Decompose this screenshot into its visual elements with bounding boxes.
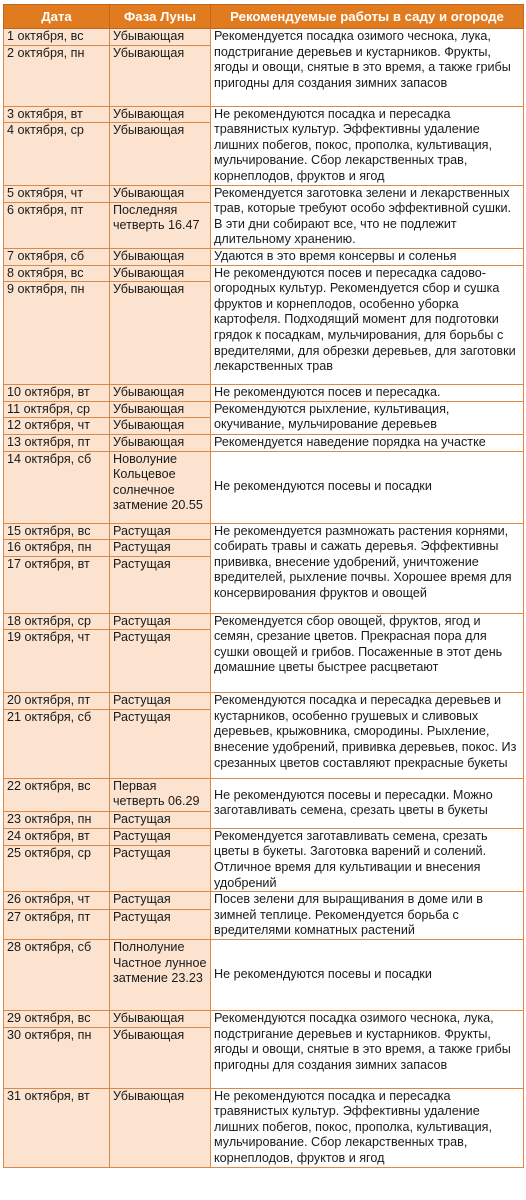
moon-phase-cell: Убывающая — [110, 434, 211, 451]
table-row — [4, 29, 524, 46]
table-row — [4, 1011, 524, 1028]
date-cell: 21 октября, сб — [4, 709, 110, 778]
date-cell: 16 октября, пн — [4, 540, 110, 557]
recommended-work-cell: Не рекомендуются посев и пересадка. — [211, 385, 524, 402]
moon-phase-cell: Убывающая — [110, 418, 211, 435]
date-cell: 2 октября, пн — [4, 45, 110, 106]
date-cell: 24 октября, вт — [4, 828, 110, 845]
date-cell: 20 октября, пт — [4, 693, 110, 710]
date-cell: 28 октября, сб — [4, 940, 110, 1011]
moon-phase-cell: Убывающая — [110, 1088, 211, 1167]
date-cell: 13 октября, пт — [4, 434, 110, 451]
recommended-work-cell: Рекомендуются рыхление, культивация, окучивание, мульчирование деревьев — [211, 401, 524, 434]
date-cell: 5 октября, чт — [4, 185, 110, 202]
moon-phase-cell: Новолуние Кольцевое солнечное затмение 20.55 — [110, 451, 211, 523]
date-cell: 27 октября, пт — [4, 909, 110, 940]
date-cell: 3 октября, вт — [4, 106, 110, 123]
recommended-work-cell: Рекомендуется заготавливать семена, срезать цветы в букеты. Заготовка варений и солений. Отличное время для культивации и внесения удобрений — [211, 828, 524, 891]
date-cell: 9 октября, пн — [4, 282, 110, 385]
date-cell: 22 октября, вс — [4, 778, 110, 811]
date-cell: 1 октября, вс — [4, 29, 110, 46]
date-cell: 8 октября, вс — [4, 265, 110, 282]
table-row — [4, 106, 524, 123]
recommended-work-cell: Не рекомендуются посев и пересадка садово-огородных культур. Рекомендуется сбор и сушка фруктов и корнеплодов, особенно уборка картофеля. Подходящий момент для подготовки грядок к посадкам, мульчирования, для борьбы с вредителями, для обрезки деревьев, для заготовки лекарственных трав — [211, 265, 524, 385]
table-row — [4, 892, 524, 909]
moon-phase-cell: Убывающая — [110, 1027, 211, 1088]
moon-phase-cell: Растущая — [110, 630, 211, 693]
header-moon-phase: Фаза Луны — [110, 5, 211, 29]
table-row — [4, 248, 524, 265]
table-row — [4, 265, 524, 282]
header-recommended-work: Рекомендуемые работы в саду и огороде — [211, 5, 524, 29]
moon-phase-cell: Растущая — [110, 845, 211, 892]
moon-phase-cell: Убывающая — [110, 385, 211, 402]
moon-phase-cell: Убывающая — [110, 265, 211, 282]
moon-phase-cell: Убывающая — [110, 123, 211, 185]
moon-phase-cell: Полнолуние Частное лунное затмение 23.23 — [110, 940, 211, 1011]
recommended-work-cell: Не рекомендуются посадка и пересадка травянистых культур. Эффективны удаление лишних побегов, покос, прополка, культивация, мульчирование. Сбор лекарственных трав, корнеплодов, фруктов и ягод — [211, 106, 524, 185]
recommended-work-cell: Рекомендуется посадка озимого чеснока, лука, подстригание деревьев и кустарников. Фрукты, ягоды и овощи, снятые в это время, а также грибы пригодны для создания зимних запасов — [211, 29, 524, 107]
moon-phase-cell: Растущая — [110, 556, 211, 613]
date-cell: 12 октября, чт — [4, 418, 110, 435]
moon-phase-cell: Последняя четверть 16.47 — [110, 202, 211, 248]
table-row — [4, 401, 524, 418]
moon-phase-cell: Растущая — [110, 540, 211, 557]
date-cell: 29 октября, вс — [4, 1011, 110, 1028]
table-row — [4, 940, 524, 1011]
date-cell: 18 октября, ср — [4, 613, 110, 630]
table-row — [4, 451, 524, 523]
moon-phase-cell: Убывающая — [110, 106, 211, 123]
moon-phase-cell: Растущая — [110, 909, 211, 940]
table-body — [4, 29, 524, 1168]
table-row — [4, 613, 524, 630]
moon-phase-cell: Убывающая — [110, 29, 211, 46]
moon-phase-cell: Убывающая — [110, 45, 211, 106]
moon-phase-cell: Растущая — [110, 828, 211, 845]
header-date: Дата — [4, 5, 110, 29]
table-row — [4, 434, 524, 451]
date-cell: 17 октября, вт — [4, 556, 110, 613]
date-cell: 4 октября, ср — [4, 123, 110, 185]
date-cell: 15 октября, вс — [4, 523, 110, 540]
table-header — [4, 5, 524, 29]
date-cell: 6 октября, пт — [4, 202, 110, 248]
recommended-work-cell: Рекомендуются посадка и пересадка деревьев и кустарников, особенно грушевых и сливовых деревьев, крыжовника, смородины. Рыхление, внесение удобрений, прививка деревьев, покос. Из срезанных цветов составляют прекрасные букеты — [211, 693, 524, 779]
moon-phase-cell: Растущая — [110, 892, 211, 909]
moon-phase-cell: Убывающая — [110, 185, 211, 202]
date-cell: 25 октября, ср — [4, 845, 110, 892]
recommended-work-cell: Не рекомендуются посадка и пересадка травянистых культур. Эффективны удаление лишних побегов, покос, прополка, культивация, мульчирование. Сбор лекарственных трав, корнеплодов, фруктов и ягод — [211, 1088, 524, 1167]
moon-phase-cell: Растущая — [110, 709, 211, 778]
date-cell: 14 октября, сб — [4, 451, 110, 523]
date-cell: 19 октября, чт — [4, 630, 110, 693]
date-cell: 31 октября, вт — [4, 1088, 110, 1167]
recommended-work-cell: Не рекомендуется размножать растения корнями, собирать травы и сажать деревья. Эффективны прививка, внесение удобрений, уничтожение вредителей, рыхление почвы. Хорошее время для консервирования фруктов и овощей — [211, 523, 524, 613]
date-cell: 30 октября, пн — [4, 1027, 110, 1088]
date-cell: 10 октября, вт — [4, 385, 110, 402]
moon-phase-cell: Первая четверть 06.29 — [110, 778, 211, 811]
table-row — [4, 1088, 524, 1167]
date-cell: 23 октября, пн — [4, 811, 110, 828]
table-row — [4, 828, 524, 845]
moon-phase-cell: Убывающая — [110, 282, 211, 385]
moon-phase-cell: Растущая — [110, 523, 211, 540]
recommended-work-cell: Рекомендуется сбор овощей, фруктов, ягод и семян, срезание цветов. Прекрасная пора для сушки овощей и грибов. Посаженные в этот день домашние цветы быстрее расцветают — [211, 613, 524, 693]
recommended-work-cell: Рекомендуется наведение порядка на участке — [211, 434, 524, 451]
lunar-garden-calendar-table — [3, 4, 524, 1168]
recommended-work-cell: Рекомендуются посадка озимого чеснока, лука, подстригание деревьев и кустарников. Фрукты, ягоды и овощи, снятые в это время, а также грибы пригодны для создания зимних запасов — [211, 1011, 524, 1089]
moon-phase-cell: Убывающая — [110, 401, 211, 418]
table-row — [4, 778, 524, 811]
recommended-work-cell: Рекомендуется заготовка зелени и лекарственных трав, которые требуют особо эффективной сушки. В эти дни собирают все, что не подлежит длительному хранению. — [211, 185, 524, 248]
moon-phase-cell: Убывающая — [110, 248, 211, 265]
recommended-work-cell: Не рекомендуются посевы и посадки — [211, 940, 524, 1011]
moon-phase-cell: Растущая — [110, 693, 211, 710]
table-row — [4, 385, 524, 402]
recommended-work-cell: Не рекомендуются посевы и пересадки. Можно заготавливать семена, срезать цветы в букеты — [211, 778, 524, 828]
date-cell: 7 октября, сб — [4, 248, 110, 265]
table-row — [4, 523, 524, 540]
moon-phase-cell: Убывающая — [110, 1011, 211, 1028]
recommended-work-cell: Посев зелени для выращивания в доме или в зимней теплице. Рекомендуется борьба с вредителями комнатных растений — [211, 892, 524, 940]
date-cell: 11 октября, ср — [4, 401, 110, 418]
header-row — [4, 5, 524, 29]
table-row — [4, 693, 524, 710]
moon-phase-cell: Растущая — [110, 613, 211, 630]
table-row — [4, 185, 524, 202]
date-cell: 26 октября, чт — [4, 892, 110, 909]
recommended-work-cell: Не рекомендуются посевы и посадки — [211, 451, 524, 523]
recommended-work-cell: Удаются в это время консервы и соленья — [211, 248, 524, 265]
moon-phase-cell: Растущая — [110, 811, 211, 828]
